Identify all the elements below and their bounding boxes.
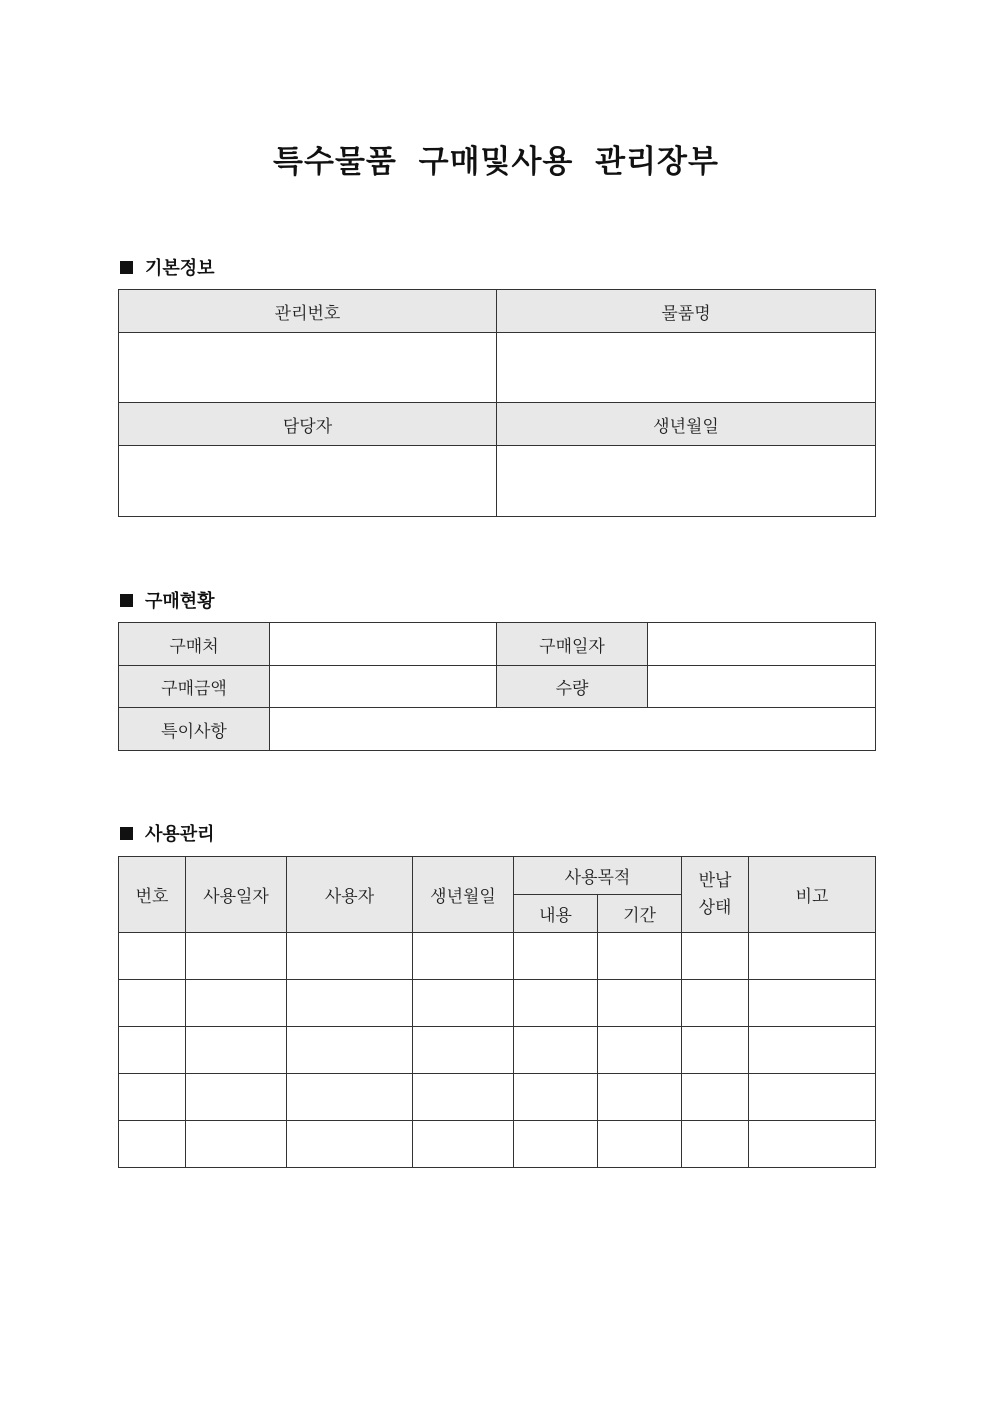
table-cell[interactable] xyxy=(186,933,287,980)
col-return-status-header xyxy=(682,857,749,933)
table-cell[interactable] xyxy=(682,980,749,1027)
table-cell[interactable] xyxy=(749,980,876,1027)
table-cell[interactable] xyxy=(287,933,413,980)
table-cell[interactable] xyxy=(186,1074,287,1121)
manager-field[interactable] xyxy=(119,446,497,517)
table-cell[interactable] xyxy=(514,933,598,980)
manager-label: 담당자 xyxy=(119,403,497,446)
usage-rows xyxy=(119,933,876,1168)
basic-info-table xyxy=(118,289,876,517)
col-use-date-header: 사용일자 xyxy=(186,857,287,933)
item-name-field[interactable] xyxy=(497,333,876,403)
table-row xyxy=(119,1027,876,1074)
table-cell[interactable] xyxy=(413,980,514,1027)
table-cell[interactable] xyxy=(682,1074,749,1121)
table-cell[interactable] xyxy=(186,1121,287,1168)
table-cell[interactable] xyxy=(287,1074,413,1121)
table-cell[interactable] xyxy=(682,933,749,980)
table-cell[interactable] xyxy=(598,933,682,980)
birth-date-field[interactable] xyxy=(497,446,876,517)
col-return-status-line2: 상태 xyxy=(698,897,732,918)
table-cell[interactable] xyxy=(287,980,413,1027)
table-cell[interactable] xyxy=(119,1074,186,1121)
table-cell[interactable] xyxy=(119,1027,186,1074)
table-cell[interactable] xyxy=(287,1121,413,1168)
col-purpose-period-header: 기간 xyxy=(598,895,682,933)
square-bullet-icon xyxy=(120,594,133,607)
birth-date-label: 생년월일 xyxy=(497,403,876,446)
table-cell[interactable] xyxy=(749,1027,876,1074)
remarks-label: 특이사항 xyxy=(119,708,270,751)
quantity-field[interactable] xyxy=(648,666,876,708)
col-return-status-line1: 반납 xyxy=(698,870,732,891)
table-cell[interactable] xyxy=(413,1027,514,1074)
section-heading-usage-label: 사용관리 xyxy=(145,824,215,845)
table-cell[interactable] xyxy=(287,1027,413,1074)
table-cell[interactable] xyxy=(749,933,876,980)
amount-label: 구매금액 xyxy=(119,666,270,708)
table-cell[interactable] xyxy=(749,1121,876,1168)
table-row xyxy=(119,1074,876,1121)
col-birth-date-header: 생년월일 xyxy=(413,857,514,933)
table-cell[interactable] xyxy=(413,933,514,980)
col-number-header: 번호 xyxy=(119,857,186,933)
management-number-label: 관리번호 xyxy=(119,290,497,333)
vendor-label: 구매처 xyxy=(119,623,270,666)
table-cell[interactable] xyxy=(186,1027,287,1074)
table-cell[interactable] xyxy=(514,1121,598,1168)
table-cell[interactable] xyxy=(749,1074,876,1121)
usage-management-table xyxy=(118,856,876,1168)
page-title: 특수물품 구매및사용 관리장부 xyxy=(273,144,719,180)
section-heading-basic-label: 기본정보 xyxy=(145,258,215,279)
purchase-date-label: 구매일자 xyxy=(497,623,648,666)
table-cell[interactable] xyxy=(119,1121,186,1168)
section-heading-usage xyxy=(120,820,215,846)
amount-field[interactable] xyxy=(270,666,497,708)
table-cell[interactable] xyxy=(186,980,287,1027)
table-cell[interactable] xyxy=(598,1074,682,1121)
col-note-header: 비고 xyxy=(749,857,876,933)
table-cell[interactable] xyxy=(598,1027,682,1074)
table-cell[interactable] xyxy=(514,1027,598,1074)
item-name-label: 물품명 xyxy=(497,290,876,333)
table-cell[interactable] xyxy=(119,933,186,980)
section-heading-purchase-label: 구매현황 xyxy=(145,591,215,612)
table-cell[interactable] xyxy=(119,980,186,1027)
table-row xyxy=(119,1121,876,1168)
table-cell[interactable] xyxy=(682,1027,749,1074)
table-cell[interactable] xyxy=(598,980,682,1027)
table-cell[interactable] xyxy=(413,1074,514,1121)
table-row xyxy=(119,980,876,1027)
purchase-status-table xyxy=(118,622,876,751)
table-cell[interactable] xyxy=(413,1121,514,1168)
table-row xyxy=(119,933,876,980)
quantity-label: 수량 xyxy=(497,666,648,708)
table-cell[interactable] xyxy=(514,980,598,1027)
table-cell[interactable] xyxy=(514,1074,598,1121)
square-bullet-icon xyxy=(120,827,133,840)
remarks-field[interactable] xyxy=(270,708,876,751)
col-purpose-header: 사용목적 xyxy=(514,857,682,895)
col-user-header: 사용자 xyxy=(287,857,413,933)
table-cell[interactable] xyxy=(598,1121,682,1168)
col-purpose-content-header: 내용 xyxy=(514,895,598,933)
section-heading-purchase xyxy=(120,587,215,613)
purchase-date-field[interactable] xyxy=(648,623,876,666)
square-bullet-icon xyxy=(120,261,133,274)
vendor-field[interactable] xyxy=(270,623,497,666)
management-number-field[interactable] xyxy=(119,333,497,403)
section-heading-basic xyxy=(120,254,215,280)
table-cell[interactable] xyxy=(682,1121,749,1168)
